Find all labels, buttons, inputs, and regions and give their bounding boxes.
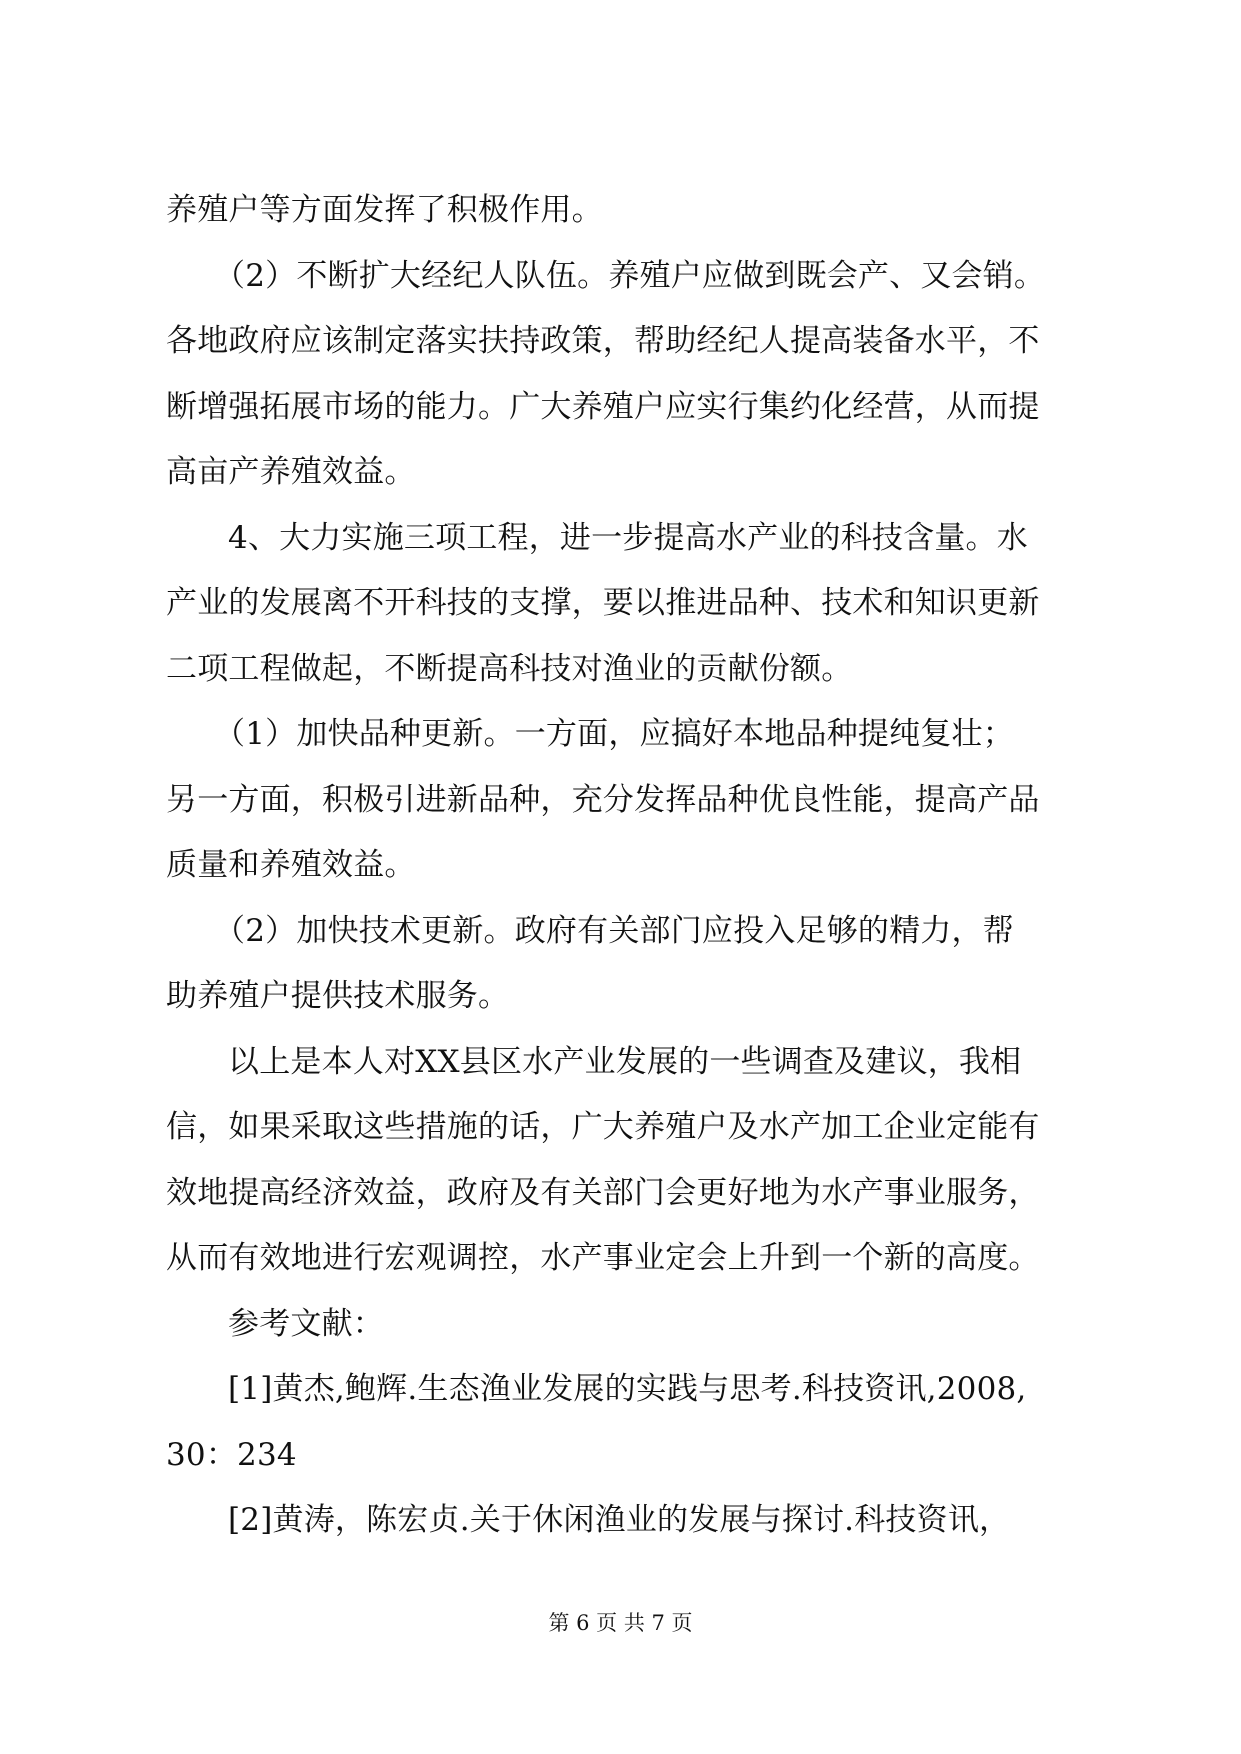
text-line: 另一方面，积极引进新品种，充分发挥品种优良性能，提高产品 [166,781,1040,818]
text-line: 以上是本人对XX县区水产业发展的一些调查及建议，我相 [228,1043,1022,1080]
text-line: 质量和养殖效益。 [166,847,416,883]
text-line: 30：234 [166,1436,297,1473]
text-line: 信，如果采取这些措施的话，广大养殖户及水产加工企业定能有 [166,1109,1040,1145]
text-line: （2）不断扩大经纪人队伍。养殖户应做到既会产、又会销。 [214,257,1046,294]
text-line: 各地政府应该制定落实扶持政策，帮助经纪人提高装备水平，不 [166,323,1040,359]
text-line: 从而有效地进行宏观调控，水产事业定会上升到一个新的高度。 [166,1240,1040,1276]
text-line: 参考文献： [228,1305,384,1342]
text-line: 助养殖户提供技术服务。 [166,978,510,1014]
text-line: 养殖户等方面发挥了积极作用。 [166,192,603,228]
page-number-footer: 第 6 页 共 7 页 [548,1611,693,1635]
text-line: 高亩产养殖效益。 [166,454,416,490]
text-line: [2]黄涛，陈宏贞.关于休闲渔业的发展与探讨.科技资讯， [228,1502,1011,1538]
text-line: （2）加快技术更新。政府有关部门应投入足够的精力，帮 [214,912,1014,949]
text-line: 断增强拓展市场的能力。广大养殖户应实行集约化经营，从而提 [166,388,1040,425]
text-line: [1]黄杰,鲍辉.生态渔业发展的实践与思考.科技资讯,2008, [228,1371,1027,1407]
text-line: 4、大力实施三项工程，进一步提高水产业的科技含量。水 [228,519,1028,556]
text-line: 效地提高经济效益，政府及有关部门会更好地为水产事业服务， [166,1174,1040,1211]
text-line: 二项工程做起，不断提高科技对渔业的贡献份额。 [166,650,853,687]
text-line: （1）加快品种更新。一方面，应搞好本地品种提纯复壮； [214,716,1014,752]
text-line: 产业的发展离不开科技的支撑，要以推进品种、技术和知识更新 [166,585,1040,621]
